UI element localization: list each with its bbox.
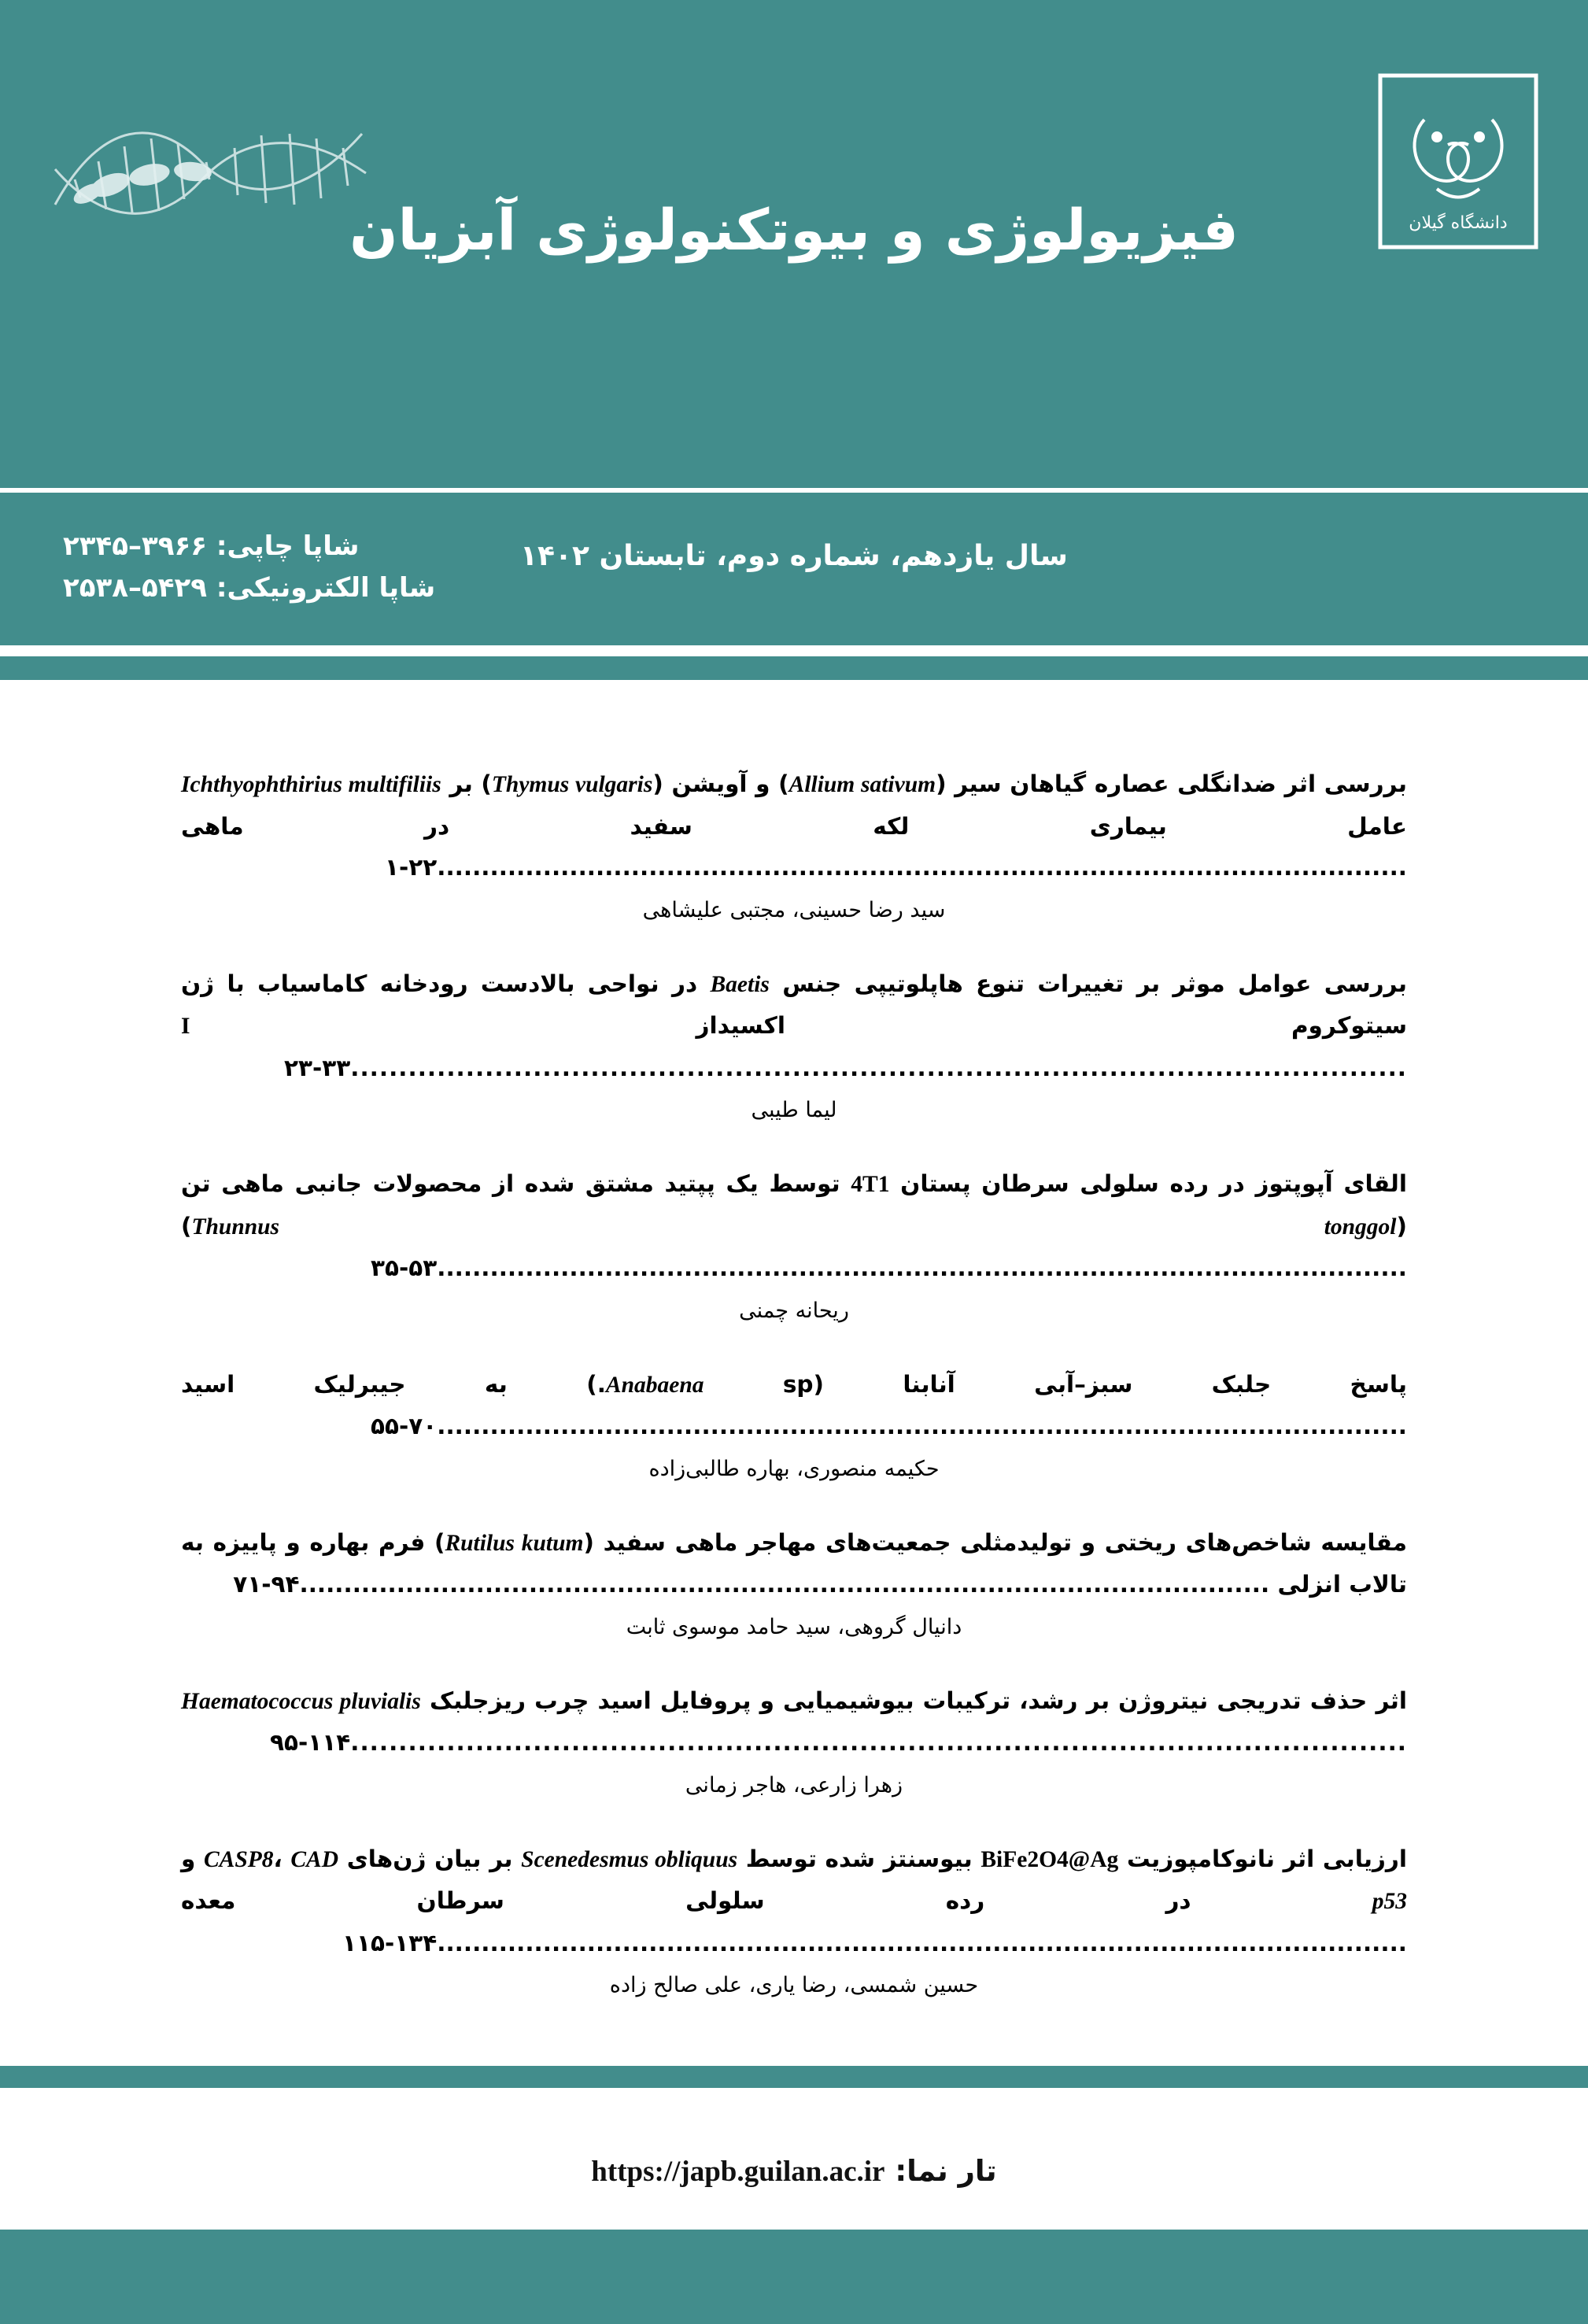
toc-entry-title: القای آپوپتوز در رده سلولی سرطان پستان 4T1 توسط یک پپتید مشتق شده از محصولات جانبی ماهی تن (Thunnus tonggol) ..............................................................................................................۳۵-۵۳	[181, 1170, 1407, 1281]
toc-entry-authors: سید رضا حسینی، مجتبی علیشاهی	[642, 897, 946, 922]
toc-entry-authors: حسین شمسی، رضا یاری، علی صالح زاده	[609, 1973, 979, 1997]
issue-line: سال یازدهم، شماره دوم، تابستان ۱۴۰۲	[520, 540, 1068, 572]
footer-website	[0, 2154, 1588, 2189]
toc-leader-dots: ..............................................................................................................	[437, 1254, 1407, 1281]
toc-entry-authors: حکیمه منصوری، بهاره طالبی‌زاده	[648, 1456, 940, 1481]
issn-block	[63, 526, 435, 608]
toc-leader-dots: ..............................................................................................................	[350, 1729, 1407, 1756]
toc-entry[interactable]	[181, 1364, 1407, 1481]
toc-entry-title: ارزیابی اثر نانوکامپوزیت BiFe2O4@Ag بیوسنتز شده توسط Scenedesmus obliquus بر بیان ژن‌های CASP8، CAD و p53 در رده سلولی سرطان معده ..............................................................................................................۱۱۵-۱۳۴	[181, 1845, 1407, 1956]
toc-entry-pages: ۱-۲۲	[385, 854, 438, 881]
toc-leader-dots: ..............................................................................................................	[437, 1929, 1407, 1956]
footer-band-bottom	[0, 2230, 1588, 2324]
toc-entry-pages: ۱۱۵-۱۳۴	[342, 1929, 438, 1956]
toc-entry-authors: دانیال گروهی، سید حامد موسوی ثابت	[626, 1614, 962, 1639]
toc-entry[interactable]	[181, 1838, 1407, 1998]
band-bottom-rule	[0, 656, 1588, 680]
band-divider	[0, 645, 1588, 656]
toc-entry-pages: ۵۵-۷۰	[371, 1413, 438, 1439]
toc-leader-dots: ..............................................................................................................	[299, 1571, 1270, 1598]
toc-entry-title: اثر حذف تدریجی نیتروژن بر رشد، ترکیبات بیوشیمیایی و پروفایل اسید چرب ریزجلبک Haematococcus pluvialis ..............................................................................................................۹۵-۱۱۴	[181, 1687, 1408, 1756]
footer-label: تار نما:	[895, 2154, 997, 2188]
toc-leader-dots: ..............................................................................................................	[350, 1054, 1407, 1081]
toc-leader-dots: ..............................................................................................................	[437, 1413, 1407, 1439]
footer-url-text[interactable]: https://japb.guilan.ac.ir	[591, 2156, 885, 2188]
toc-entry-pages: ۷۱-۹۴	[233, 1571, 300, 1598]
cover-masthead	[0, 0, 1588, 488]
toc-entry-authors: زهرا زارعی، هاجر زمانی	[685, 1772, 903, 1797]
toc-entry-title: مقایسه شاخص‌های ریختی و تولیدمثلی جمعیت‌های مهاجر ماهی سفید (Rutilus kutum) فرم بهاره و پاییزه به تالاب انزلی ..............................................................................................................۷۱-۹۴	[181, 1528, 1407, 1598]
toc-entry-title: بررسی عوامل موثر بر تغییرات تنوع هاپلوتیپی جنس Baetis در نواحی بالادست رودخانه کاماسیاب با ژن سیتوکروم اکسیداز I ..............................................................................................................۲۳-۳۳	[181, 970, 1407, 1081]
toc-entry-authors: ریحانه چمنی	[739, 1298, 849, 1323]
toc-entry-pages: ۲۳-۳۳	[284, 1054, 351, 1081]
toc-entry-authors: لیما طیبی	[751, 1098, 837, 1122]
journal-title: فیزیولوژی و بیوتکنولوژی آبزیان	[349, 197, 1239, 263]
toc-entry[interactable]	[181, 1680, 1407, 1797]
toc-entry[interactable]	[181, 1163, 1407, 1323]
issue-info-band	[0, 488, 1588, 645]
footer-rule-top	[0, 2066, 1588, 2088]
toc-entry-pages: ۳۵-۵۳	[371, 1254, 438, 1281]
toc-leader-dots: ..............................................................................................................	[437, 854, 1407, 881]
toc-entry[interactable]	[181, 763, 1407, 922]
issn-print: شاپا چاپی: ۳۹۶۶–۲۳۴۵	[63, 530, 360, 562]
toc-entry[interactable]	[181, 963, 1407, 1123]
toc-entry-title: بررسی اثر ضدانگلی عصاره گیاهان سیر (Allium sativum) و آویشن (Thymus vulgaris) بر Ichthyophthirius multifiliis عامل بیماری لکه سفید در ماهی ..............................................................................................................۱-۲۲	[181, 770, 1407, 881]
issn-electronic: شاپا الکترونیکی: ۵۴۲۹–۲۵۳۸	[63, 571, 436, 604]
toc-entry-pages: ۹۵-۱۱۴	[269, 1729, 351, 1756]
svg-text:دانشگاه گیلان: دانشگاه گیلان	[1409, 213, 1508, 233]
table-of-contents	[0, 708, 1588, 2038]
toc-entry-title: پاسخ جلبک سبز–آبی آنابنا (Anabaena sp.) به جیبرلیک اسید ..............................................................................................................۵۵-۷۰	[181, 1370, 1407, 1439]
toc-entry[interactable]	[181, 1522, 1407, 1639]
